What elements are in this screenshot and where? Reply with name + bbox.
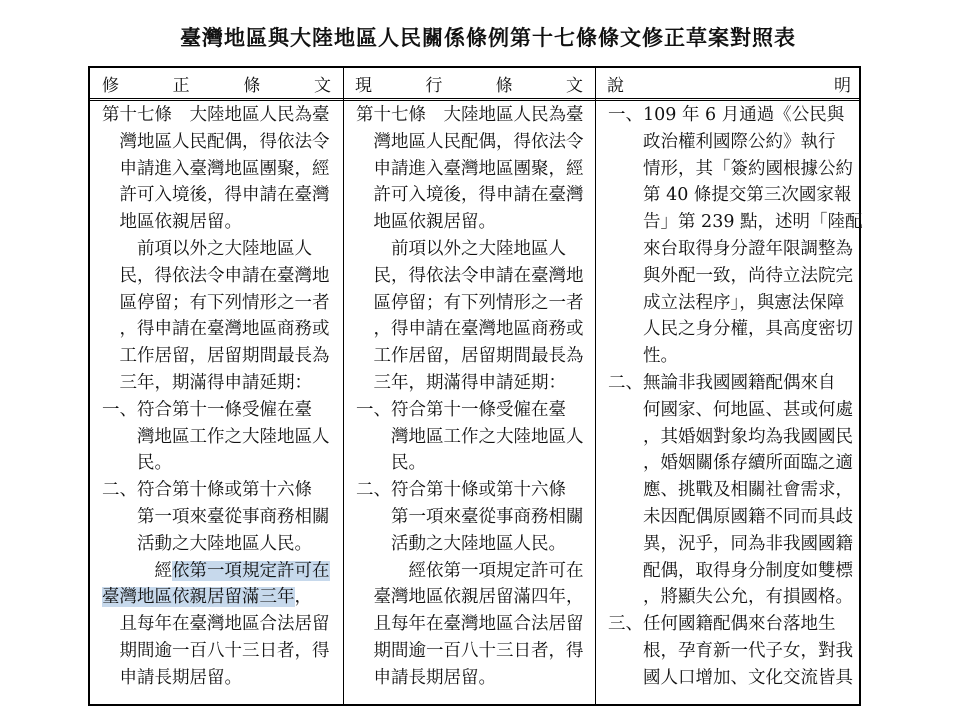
text-line: 申請長期居留。 — [102, 667, 242, 688]
text-line: 灣地區人民配偶，得依法令 — [102, 131, 330, 152]
text-line: 民。 — [102, 453, 172, 474]
text-line: ，將顯失公允，有損國格。 — [608, 587, 853, 608]
text-line: 經依第一項規定許可在 — [356, 560, 584, 581]
text-line: 何國家、何地區、甚或何處 — [608, 399, 853, 420]
text-line: 三年，期滿得申請延期： — [102, 372, 312, 393]
column-divider — [343, 68, 344, 704]
text-line: 一、符合第十一條受僱在臺 — [102, 399, 312, 420]
text-line: 申請進入臺灣地區團聚，經 — [102, 158, 330, 179]
text-line: ，得申請在臺灣地區商務或 — [102, 319, 330, 340]
comparison-table — [88, 66, 861, 706]
text-line: 申請進入臺灣地區團聚，經 — [356, 158, 584, 179]
text-line: 民，得依法令申請在臺灣地 — [356, 265, 584, 286]
text-line: 第十七條 大陸地區人民為臺 — [356, 105, 584, 125]
text-line: 配偶，取得身分制度如雙標 — [608, 560, 853, 581]
text-line: 區停留；有下列情形之一者 — [102, 292, 330, 313]
text-line: 活動之大陸地區人民。 — [102, 533, 312, 554]
text-line: 國人口增加、文化交流皆具 — [608, 667, 853, 688]
table-header — [90, 68, 859, 101]
header-current-text: 現 行 條 文 — [355, 75, 583, 96]
text-line: 成立法程序」，與憲法保障 — [608, 292, 845, 313]
text-line: 且每年在臺灣地區合法居留 — [356, 614, 584, 635]
text-line: ，得申請在臺灣地區商務或 — [356, 319, 584, 340]
highlighted-line: 臺灣地區依親居留滿三年， — [102, 587, 312, 608]
header-amended-text: 修 正 條 文 — [102, 75, 331, 96]
text-selection-highlight[interactable]: 臺灣地區依親居留滿三年 — [102, 587, 295, 608]
text-line: ，其婚姻對象均為我國國民 — [608, 426, 853, 447]
text-line: 民。 — [356, 453, 426, 474]
text-line: 政治權利國際公約》執行 — [608, 131, 836, 152]
text-line: 前項以外之大陸地區人 — [102, 238, 312, 259]
text-line: 灣地區工作之大陸地區人 — [356, 426, 584, 447]
text-line: 二、符合第十條或第十六條 — [356, 480, 566, 501]
text-line: 工作居留，居留期間最長為 — [102, 346, 330, 367]
text-line: 期間逾一百八十三日者，得 — [102, 640, 330, 661]
text-line: 一、符合第十一條受僱在臺 — [356, 399, 566, 420]
amended-text-column — [102, 102, 330, 692]
explanation-column — [608, 102, 863, 692]
text-selection-highlight[interactable]: 依第一項規定許可在 — [172, 560, 330, 581]
text-line: 第一項來臺從事商務相關 — [102, 506, 330, 527]
text-line: 異，況乎，同為非我國國籍 — [608, 533, 853, 554]
text-line: 來台取得身分證年限調整為 — [608, 238, 853, 259]
text-line: 許可入境後，得申請在臺灣 — [102, 185, 330, 206]
text-line: 灣地區工作之大陸地區人 — [102, 426, 330, 447]
text-line: 區停留；有下列情形之一者 — [356, 292, 584, 313]
text-line: 性。 — [608, 346, 678, 367]
text-line: 告」第 239 點，述明「陸配 — [608, 212, 863, 233]
text-line: 應、挑戰及相關社會需求， — [608, 480, 853, 501]
document-title: 臺灣地區與大陸地區人民關係條例第十七條條文修正草案對照表 — [180, 25, 796, 50]
text-line: 期間逾一百八十三日者，得 — [356, 640, 584, 661]
text-line: 三年，期滿得申請延期： — [356, 372, 566, 393]
text-line: 一、109 年 6 月通過《公民與 — [608, 105, 845, 125]
text-line: 前項以外之大陸地區人 — [356, 238, 566, 259]
text-line: 地區依親居留。 — [356, 212, 496, 233]
text-line: 灣地區人民配偶，得依法令 — [356, 131, 584, 152]
text-line: 許可入境後，得申請在臺灣 — [356, 185, 584, 206]
column-divider — [595, 68, 596, 704]
text-line: 人民之身分權，具高度密切 — [608, 319, 853, 340]
text-line: 三、任何國籍配偶來台落地生 — [608, 614, 836, 635]
text-line: 二、無論非我國國籍配偶來自 — [608, 372, 836, 393]
text-line: 未因配偶原國籍不同而具歧 — [608, 506, 853, 527]
text-line: 民，得依法令申請在臺灣地 — [102, 265, 330, 286]
text-line: 情形，其「簽約國根據公約 — [608, 158, 853, 179]
text-line: 第 40 條提交第三次國家報 — [608, 185, 852, 206]
header-explanation: 說 明 — [607, 75, 851, 96]
text-line: 申請長期居留。 — [356, 667, 496, 688]
text-line: 第一項來臺從事商務相關 — [356, 506, 584, 527]
text-line: ，婚姻關係存續所面臨之適 — [608, 453, 853, 474]
current-text-column — [356, 102, 584, 692]
text-line: 第十七條 大陸地區人民為臺 — [102, 105, 330, 125]
text-line: 工作居留，居留期間最長為 — [356, 346, 584, 367]
text-line: 根，孕育新一代子女，對我 — [608, 640, 853, 661]
text-line: 與外配一致，尚待立法院完 — [608, 265, 853, 286]
text-line: 活動之大陸地區人民。 — [356, 533, 566, 554]
highlighted-line: 經依第一項規定許可在 — [102, 560, 330, 581]
text-line: 地區依親居留。 — [102, 212, 242, 233]
text-line: 二、符合第十條或第十六條 — [102, 480, 312, 501]
text-line: 且每年在臺灣地區合法居留 — [102, 614, 330, 635]
text-line: 臺灣地區依親居留滿四年， — [356, 587, 584, 608]
